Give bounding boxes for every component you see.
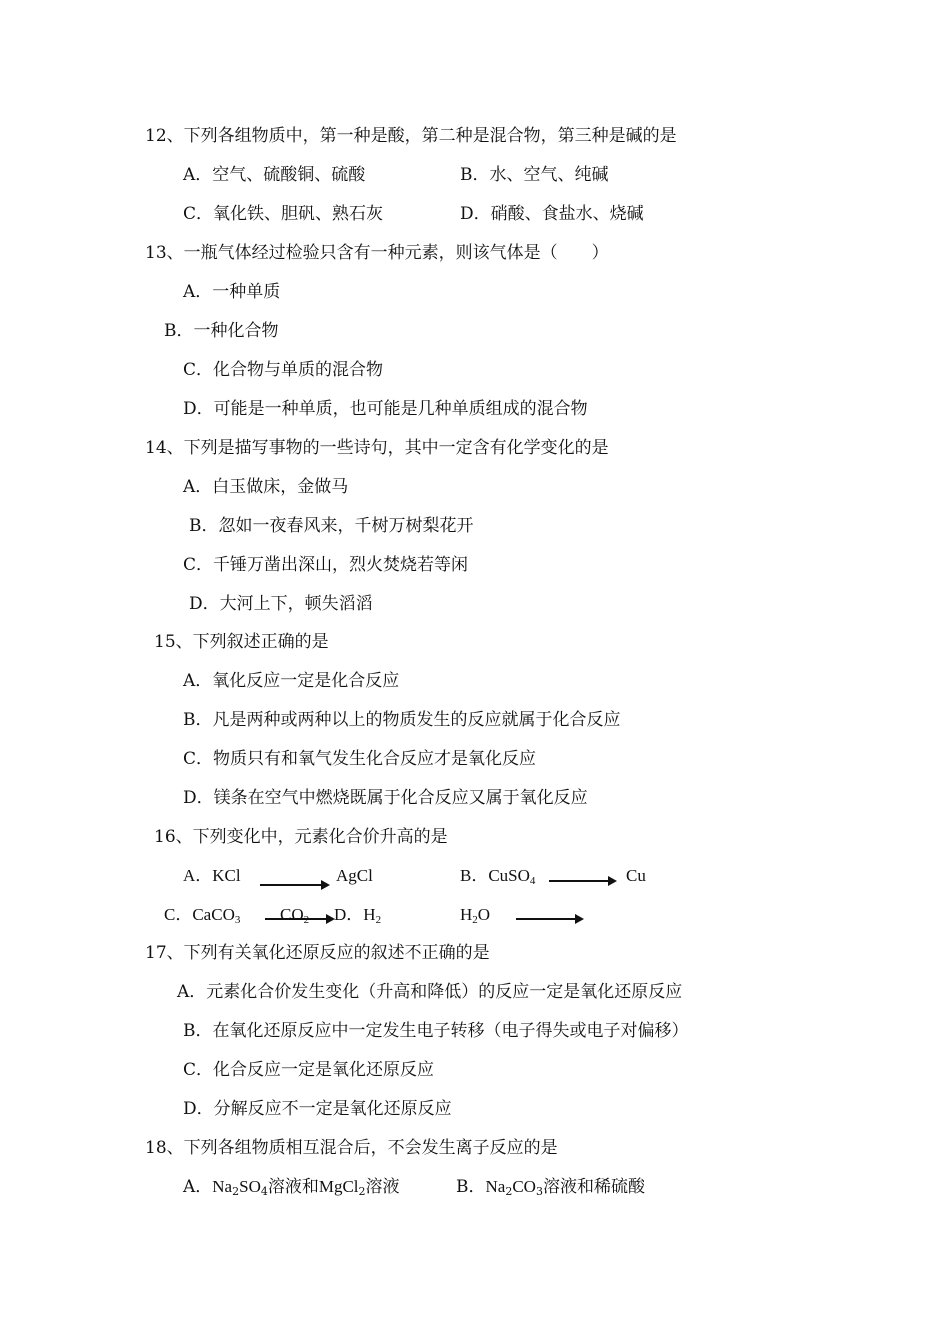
q12-option-c: C．氧化铁、胆矾、熟石灰 bbox=[183, 204, 384, 224]
q16-c-label: C． bbox=[164, 905, 193, 924]
q18-a-formula2-sub: 2 bbox=[358, 1185, 366, 1198]
q13-stem: 13、一瓶气体经过检验只含有一种元素，则该气体是（ ） bbox=[145, 243, 609, 263]
q18-option-a bbox=[183, 1176, 400, 1203]
q14-option-a: A．白玉做床，金做马 bbox=[183, 477, 349, 497]
q16-c-product bbox=[280, 904, 309, 931]
q16-a-reactant: KCl bbox=[212, 866, 241, 885]
q18-a-formula1-sub1: 2 bbox=[232, 1185, 240, 1198]
q16-option-b bbox=[460, 865, 535, 892]
q16-b-arrow bbox=[549, 880, 615, 882]
q18-option-b bbox=[456, 1176, 645, 1203]
q16-a-product: AgCl bbox=[336, 866, 373, 885]
q16-d-reactant-sub: 2 bbox=[375, 914, 382, 926]
q16-d-product bbox=[460, 904, 490, 931]
q15-option-b: B．凡是两种或两种以上的物质发生的反应就属于化合反应 bbox=[183, 710, 621, 730]
q16-d-label: D． bbox=[334, 905, 364, 924]
q18-a-formula1-b: SO bbox=[239, 1177, 261, 1196]
q16-c-reactant: CaCO bbox=[192, 905, 235, 924]
q17-option-b: B．在氧化还原反应中一定发生电子转移（电子得失或电子对偏移） bbox=[183, 1021, 689, 1041]
q12-stem: 12、下列各组物质中，第一种是酸，第二种是混合物，第三种是碱的是 bbox=[145, 126, 677, 146]
q16-option-c bbox=[164, 904, 240, 931]
q16-c-product-sub: 2 bbox=[303, 914, 310, 926]
q18-b-text: 溶液和稀硫酸 bbox=[542, 1177, 645, 1197]
q12-option-a: A．空气、硫酸铜、硫酸 bbox=[183, 165, 366, 185]
q14-option-d: D．大河上下，顿失滔滔 bbox=[189, 594, 373, 614]
q16-option-d bbox=[334, 904, 381, 931]
q16-c-reactant-sub: 3 bbox=[234, 914, 241, 926]
q13-option-d: D．可能是一种单质，也可能是几种单质组成的混合物 bbox=[183, 399, 588, 419]
q16-b-reactant-sub: 4 bbox=[529, 875, 536, 887]
q16-b-product: Cu bbox=[626, 866, 646, 885]
q16-a-label: A． bbox=[183, 866, 213, 885]
q16-d-product-b: O bbox=[477, 905, 491, 924]
q18-a-label: A． bbox=[183, 1177, 213, 1197]
q14-option-c: C．千锤万凿出深山，烈火焚烧若等闲 bbox=[183, 555, 469, 575]
q18-b-formula1-b: CO bbox=[512, 1177, 536, 1196]
q12-option-b: B．水、空气、纯碱 bbox=[460, 165, 609, 185]
q14-option-b: B．忽如一夜春风来，千树万树梨花开 bbox=[189, 516, 474, 536]
q18-b-formula1-sub2: 3 bbox=[535, 1185, 543, 1198]
q18-a-formula1: Na bbox=[212, 1177, 233, 1196]
q16-d-product-a: H bbox=[460, 905, 473, 924]
q17-option-a: A．元素化合价发生变化（升高和降低）的反应一定是氧化还原反应 bbox=[177, 982, 683, 1002]
q13-option-c: C．化合物与单质的混合物 bbox=[183, 360, 384, 380]
q15-stem: 15、下列叙述正确的是 bbox=[154, 632, 329, 652]
q15-option-a: A．氧化反应一定是化合反应 bbox=[183, 671, 400, 691]
q14-stem: 14、下列是描写事物的一些诗句，其中一定含有化学变化的是 bbox=[145, 438, 609, 458]
q13-option-b: B．一种化合物 bbox=[164, 321, 279, 341]
q18-a-formula1-sub2: 4 bbox=[260, 1185, 268, 1198]
q17-stem: 17、下列有关氧化还原反应的叙述不正确的是 bbox=[145, 943, 490, 963]
q18-b-formula1: Na bbox=[485, 1177, 506, 1196]
q18-a-text2: 溶液 bbox=[365, 1177, 400, 1197]
q13-option-a: A．一种单质 bbox=[183, 282, 281, 302]
q18-stem: 18、下列各组物质相互混合后，不会发生离子反应的是 bbox=[145, 1138, 558, 1158]
q15-option-c: C．物质只有和氧气发生化合反应才是氧化反应 bbox=[183, 749, 537, 769]
q16-c-product-text: CO bbox=[280, 905, 304, 924]
q16-b-label: B． bbox=[460, 866, 489, 885]
q16-d-product-sub: 2 bbox=[472, 914, 478, 926]
q12-option-d: D．硝酸、食盐水、烧碱 bbox=[460, 204, 644, 224]
q17-option-c: C．化合反应一定是氧化还原反应 bbox=[183, 1060, 435, 1080]
q18-a-formula2: MgCl bbox=[318, 1177, 359, 1196]
q16-option-a bbox=[183, 865, 241, 887]
q15-option-d: D．镁条在空气中燃烧既属于化合反应又属于氧化反应 bbox=[183, 788, 588, 808]
q16-d-arrow bbox=[516, 918, 582, 920]
q16-d-reactant: H bbox=[363, 905, 376, 924]
q16-a-arrow bbox=[260, 884, 328, 886]
q17-option-d: D．分解反应不一定是氧化还原反应 bbox=[183, 1099, 452, 1119]
q16-b-reactant: CuSO bbox=[488, 866, 530, 885]
q16-stem: 16、下列变化中，元素化合价升高的是 bbox=[154, 827, 448, 847]
q18-a-text1: 溶液和 bbox=[267, 1177, 319, 1197]
q18-b-label: B． bbox=[456, 1177, 486, 1197]
q18-b-formula1-sub1: 2 bbox=[505, 1185, 513, 1198]
